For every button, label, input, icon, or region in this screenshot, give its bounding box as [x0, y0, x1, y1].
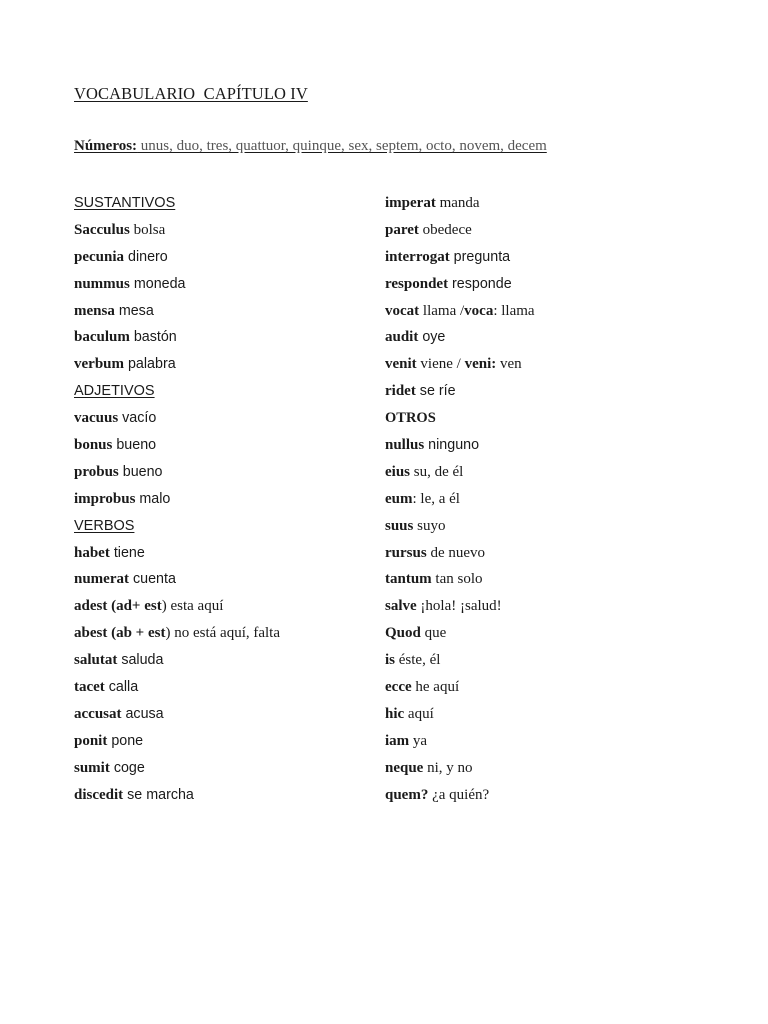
latin-term: salutat	[74, 652, 118, 669]
latin-term: vacuus	[74, 410, 119, 427]
vocab-entry	[385, 459, 535, 486]
vocab-entry	[74, 298, 280, 325]
vocab-entry	[74, 217, 280, 244]
latin-term: Sacculus	[74, 221, 130, 238]
latin-term: habet	[74, 544, 110, 561]
latin-term: baculum	[74, 329, 130, 346]
vocab-entry	[385, 378, 535, 405]
latin-term: adest (	[74, 598, 117, 615]
vocab-entry	[385, 728, 535, 755]
section-heading	[74, 378, 280, 405]
translation: ) no está aquí, falta	[165, 625, 281, 642]
translation: oye	[418, 329, 446, 346]
vocab-entry	[74, 459, 280, 486]
page-title: VOCABULARIO CAPÍTULO IV	[74, 84, 308, 103]
numbers-list: unus, duo, tres, quattuor, quinque, sex, septem, octo, novem, decem	[137, 138, 547, 154]
translation: bueno	[112, 437, 157, 454]
latin-term: eius	[385, 463, 411, 480]
vocab-entry	[385, 486, 535, 513]
translation: cuenta	[129, 571, 176, 588]
latin-term: eum	[385, 490, 413, 507]
latin-term: ab + est	[116, 625, 166, 642]
vocab-entry	[385, 566, 535, 593]
latin-term: neque	[385, 759, 424, 776]
vocab-entry	[74, 244, 280, 271]
translation: : le, a él	[412, 490, 460, 507]
vocab-entry	[74, 701, 280, 728]
translation: su, de él	[410, 463, 464, 480]
translation: se marcha	[123, 786, 194, 803]
vocab-entry	[385, 324, 535, 351]
latin-term: discedit	[74, 786, 124, 803]
vocab-entry	[74, 351, 280, 378]
latin-term: Quod	[385, 625, 421, 642]
latin-term: is	[385, 652, 396, 669]
section-heading-label: ADJETIVOS	[74, 383, 155, 400]
translation: ¿a quién?	[428, 786, 490, 803]
vocab-entry	[385, 647, 535, 674]
translation: saluda	[117, 652, 164, 669]
latin-term: accusat	[74, 705, 122, 722]
translation: llama /	[419, 302, 465, 319]
translation: responde	[448, 275, 512, 292]
translation: ninguno	[424, 437, 480, 454]
vocab-entry	[74, 593, 280, 620]
latin-term: ecce	[385, 679, 412, 696]
vocab-entry	[74, 324, 280, 351]
latin-term: respondet	[385, 275, 449, 292]
latin-term: improbus	[74, 490, 136, 507]
latin-term: suus	[385, 517, 414, 534]
translation: vacío	[118, 410, 157, 427]
translation: suyo	[413, 517, 446, 534]
vocab-entry	[74, 271, 280, 298]
latin-term: abest (	[74, 625, 117, 642]
latin-term: quem?	[385, 786, 429, 803]
translation: tan solo	[431, 571, 483, 588]
vocab-entry	[385, 244, 535, 271]
vocab-entry	[74, 674, 280, 701]
translation: ni, y no	[423, 759, 473, 776]
latin-term: numerat	[74, 571, 129, 588]
latin-term: salve	[385, 598, 417, 615]
section-heading	[74, 190, 280, 217]
section-heading-label: OTROS	[385, 410, 436, 427]
vocab-entry	[74, 405, 280, 432]
translation: de nuevo	[426, 544, 486, 561]
vocab-entry	[385, 190, 535, 217]
translation: acusa	[121, 705, 164, 722]
vocab-entry	[385, 513, 535, 540]
numbers-line	[74, 138, 547, 155]
translation: manda	[435, 195, 480, 211]
latin-term: veni:	[464, 356, 497, 373]
vocab-entry	[385, 701, 535, 728]
vocab-entry	[385, 271, 535, 298]
vocab-entry	[385, 620, 535, 647]
vocab-entry	[74, 728, 280, 755]
section-heading-label: VERBOS	[74, 517, 135, 534]
latin-term: mensa	[74, 302, 115, 319]
latin-term: verbum	[74, 356, 124, 373]
translation: que	[420, 625, 447, 642]
latin-term: imperat	[385, 195, 436, 211]
latin-term: nullus	[385, 437, 425, 454]
latin-term: probus	[74, 463, 119, 480]
vocab-entry	[385, 674, 535, 701]
numbers-label: Números:	[74, 138, 138, 154]
translation: bastón	[129, 329, 177, 346]
section-heading	[385, 405, 535, 432]
translation: moneda	[129, 275, 186, 292]
translation: bueno	[118, 463, 163, 480]
translation: mesa	[114, 302, 154, 319]
vocabulary-left-column	[74, 190, 280, 808]
latin-term: sumit	[74, 759, 110, 776]
latin-term: interrogat	[385, 248, 450, 265]
translation: dinero	[124, 248, 168, 265]
translation: ¡hola! ¡salud!	[416, 598, 502, 615]
latin-term: voca	[464, 302, 494, 319]
translation: viene /	[416, 356, 465, 373]
vocab-entry	[74, 620, 280, 647]
translation: pone	[107, 732, 144, 749]
translation: he aquí	[411, 679, 460, 696]
translation: malo	[135, 490, 171, 507]
translation: coge	[109, 759, 145, 776]
translation: obedece	[418, 221, 472, 238]
vocab-entry	[385, 593, 535, 620]
vocab-entry	[74, 486, 280, 513]
latin-term: tantum	[385, 571, 432, 588]
translation: aquí	[404, 705, 434, 722]
latin-term: pecunia	[74, 248, 125, 265]
latin-term: venit	[385, 356, 417, 373]
translation: bolsa	[129, 221, 166, 238]
vocab-entry	[385, 351, 535, 378]
vocab-entry	[385, 432, 535, 459]
translation: palabra	[124, 356, 176, 373]
vocab-entry	[385, 755, 535, 782]
vocabulary-right-column	[385, 190, 535, 808]
vocab-entry	[74, 566, 280, 593]
vocab-entry	[74, 782, 280, 809]
latin-term: iam	[385, 732, 410, 749]
translation: : llama	[493, 302, 535, 319]
vocab-entry	[385, 217, 535, 244]
vocab-entry	[385, 782, 535, 809]
translation: éste, él	[395, 652, 441, 669]
section-heading	[74, 513, 280, 540]
vocab-entry	[74, 540, 280, 567]
latin-term: paret	[385, 221, 419, 238]
translation: tiene	[109, 544, 145, 561]
vocab-entry	[385, 298, 535, 325]
latin-term: ponit	[74, 732, 108, 749]
translation: ven	[496, 356, 522, 373]
latin-term: nummus	[74, 275, 130, 292]
latin-term: audit	[385, 329, 419, 346]
translation: ya	[409, 732, 428, 749]
vocab-entry	[385, 540, 535, 567]
vocab-entry	[74, 755, 280, 782]
latin-term: hic	[385, 705, 405, 722]
section-heading-label: SUSTANTIVOS	[74, 195, 176, 211]
vocab-entry	[74, 432, 280, 459]
latin-term: ad+ est	[116, 598, 162, 615]
latin-term: ridet	[385, 383, 416, 400]
translation: ) esta aquí	[161, 598, 224, 615]
vocab-entry	[74, 647, 280, 674]
latin-term: tacet	[74, 679, 105, 696]
latin-term: bonus	[74, 437, 113, 454]
translation: pregunta	[449, 248, 511, 265]
latin-term: rursus	[385, 544, 427, 561]
translation: calla	[104, 679, 139, 696]
translation: se ríe	[415, 383, 456, 400]
latin-term: vocat	[385, 302, 420, 319]
